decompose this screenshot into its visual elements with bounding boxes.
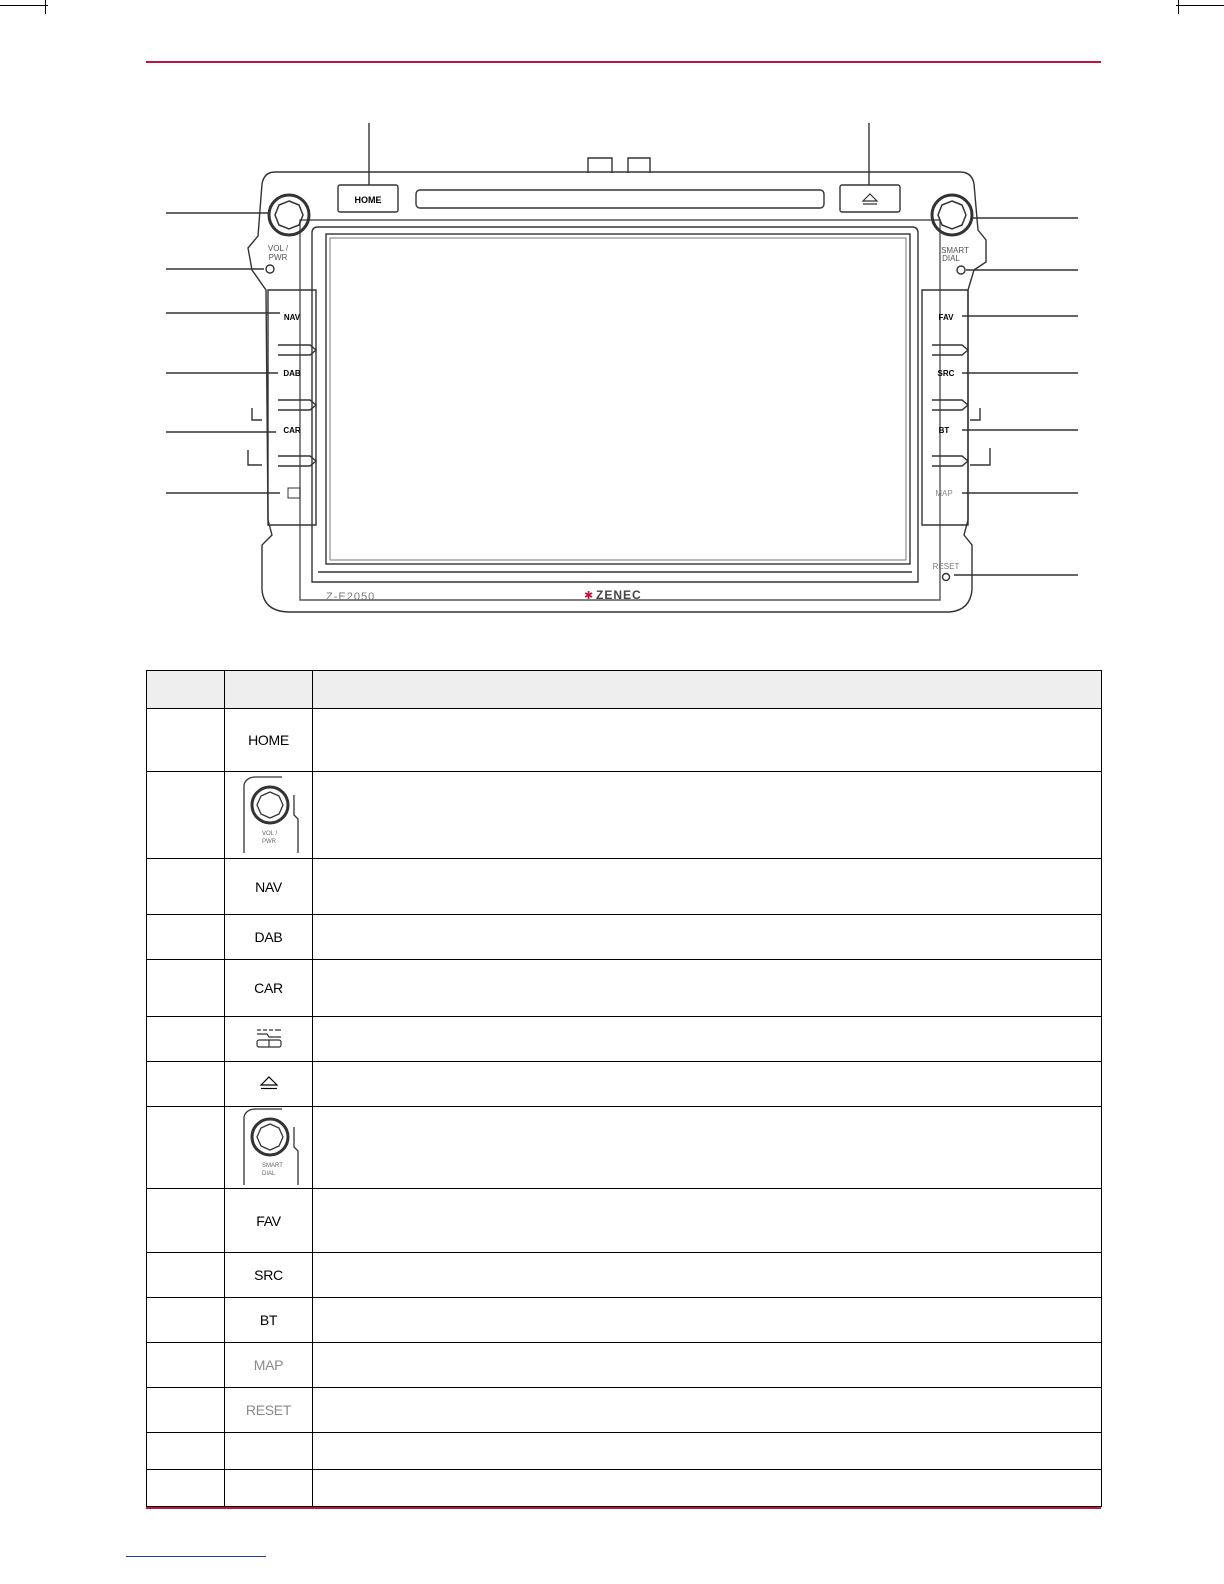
row-description-cell bbox=[313, 859, 1102, 915]
row-key-cell bbox=[225, 915, 313, 960]
brand-logo: ZENEC bbox=[596, 588, 642, 602]
reset-label[interactable]: RESET bbox=[932, 562, 960, 571]
table-row bbox=[147, 960, 1102, 1017]
table-row bbox=[147, 1107, 1102, 1189]
table-row bbox=[147, 1017, 1102, 1062]
smart-dial-label: SMART bbox=[941, 246, 969, 255]
row-number-cell bbox=[147, 1253, 225, 1298]
key-label-nav: NAV bbox=[255, 878, 282, 895]
table-row bbox=[147, 1253, 1102, 1298]
model-label: Z-E2050 bbox=[326, 591, 376, 603]
home-button-label[interactable]: HOME bbox=[354, 195, 382, 205]
table-body bbox=[147, 709, 1102, 1507]
row-number-cell bbox=[147, 915, 225, 960]
table-row bbox=[147, 859, 1102, 915]
footer-rule bbox=[146, 1507, 1101, 1509]
row-number-cell bbox=[147, 1298, 225, 1343]
row-key-cell bbox=[225, 1343, 313, 1388]
controls-table bbox=[146, 670, 1102, 1507]
row-key-cell bbox=[225, 772, 313, 859]
vol-pwr-label-2: PWR bbox=[268, 253, 288, 262]
row-description-cell bbox=[313, 1298, 1102, 1343]
map-button-label[interactable]: MAP bbox=[935, 489, 953, 498]
row-description-cell bbox=[313, 1433, 1102, 1470]
table-row bbox=[147, 1189, 1102, 1253]
table-row bbox=[147, 1343, 1102, 1388]
row-number-cell bbox=[147, 1189, 225, 1253]
table-row bbox=[147, 1298, 1102, 1343]
row-description-cell bbox=[313, 1017, 1102, 1062]
row-number-cell bbox=[147, 772, 225, 859]
row-key-cell bbox=[225, 1062, 313, 1107]
eject-icon bbox=[259, 1076, 279, 1090]
knob-caption: DIAL bbox=[261, 1171, 275, 1177]
key-label-map: MAP bbox=[253, 1357, 284, 1373]
row-key-cell bbox=[225, 1298, 313, 1343]
row-description-cell bbox=[313, 960, 1102, 1017]
row-key-cell bbox=[225, 1388, 313, 1433]
row-key-cell bbox=[225, 1433, 313, 1470]
table-row bbox=[147, 1062, 1102, 1107]
row-key-cell bbox=[225, 709, 313, 772]
row-key-cell bbox=[225, 960, 313, 1017]
table-header-number bbox=[147, 671, 225, 709]
key-label-fav: FAV bbox=[256, 1212, 281, 1229]
row-number-cell bbox=[147, 1062, 225, 1107]
key-label-home: HOME bbox=[248, 732, 289, 748]
row-number-cell bbox=[147, 960, 225, 1017]
brand-logo-mark: ✱ bbox=[584, 590, 594, 602]
table-row bbox=[147, 1470, 1102, 1507]
row-number-cell bbox=[147, 859, 225, 915]
microsd-icon bbox=[255, 1027, 283, 1049]
nav-button-label[interactable]: NAV bbox=[283, 313, 301, 322]
key-label-src: SRC bbox=[254, 1267, 283, 1283]
table-header-row bbox=[147, 671, 1102, 709]
table-row bbox=[147, 1433, 1102, 1470]
row-number-cell bbox=[147, 1343, 225, 1388]
table-row bbox=[147, 709, 1102, 772]
row-description-cell bbox=[313, 709, 1102, 772]
row-number-cell bbox=[147, 709, 225, 772]
smart-dial-knob-icon bbox=[234, 1107, 304, 1185]
row-description-cell bbox=[313, 772, 1102, 859]
knob-caption: PWR bbox=[261, 838, 276, 845]
row-key-cell bbox=[225, 1189, 313, 1253]
row-key-cell bbox=[225, 1017, 313, 1062]
row-description-cell bbox=[313, 1107, 1102, 1189]
key-label-bt: BT bbox=[259, 1312, 278, 1328]
footer-link-underline bbox=[126, 1556, 266, 1557]
knob-caption: SMART bbox=[261, 1163, 283, 1169]
row-number-cell bbox=[147, 1017, 225, 1062]
row-description-cell bbox=[313, 1343, 1102, 1388]
row-description-cell bbox=[313, 915, 1102, 960]
vol-pwr-label: VOL / bbox=[267, 244, 289, 253]
row-description-cell bbox=[313, 1470, 1102, 1507]
table-header-function bbox=[313, 671, 1102, 709]
smart-dial-label-2: DIAL bbox=[942, 254, 960, 263]
table-row bbox=[147, 915, 1102, 960]
table-header-key bbox=[225, 671, 313, 709]
vol-pwr-knob-icon bbox=[234, 775, 304, 853]
table-row bbox=[147, 1388, 1102, 1433]
bt-button-label[interactable]: BT bbox=[938, 426, 950, 435]
row-number-cell bbox=[147, 1388, 225, 1433]
row-number-cell bbox=[147, 1470, 225, 1507]
row-number-cell bbox=[147, 1107, 225, 1189]
row-number-cell bbox=[147, 1433, 225, 1470]
row-key-cell bbox=[225, 1253, 313, 1298]
row-description-cell bbox=[313, 1062, 1102, 1107]
fav-button-label[interactable]: FAV bbox=[938, 313, 954, 322]
knob-caption: VOL / bbox=[261, 830, 277, 837]
device-front-diagram bbox=[0, 0, 1224, 640]
row-key-cell bbox=[225, 859, 313, 915]
table-row bbox=[147, 772, 1102, 859]
row-key-cell bbox=[225, 1107, 313, 1189]
src-button-label[interactable]: SRC bbox=[937, 369, 955, 378]
dab-button-label[interactable]: DAB bbox=[283, 369, 301, 378]
row-description-cell bbox=[313, 1189, 1102, 1253]
row-description-cell bbox=[313, 1388, 1102, 1433]
row-description-cell bbox=[313, 1253, 1102, 1298]
row-key-cell bbox=[225, 1470, 313, 1507]
car-button-label[interactable]: CAR bbox=[283, 426, 301, 435]
key-label-car: CAR bbox=[254, 980, 283, 996]
key-label-dab: DAB bbox=[254, 929, 283, 945]
key-label-reset: RESET bbox=[245, 1402, 292, 1418]
